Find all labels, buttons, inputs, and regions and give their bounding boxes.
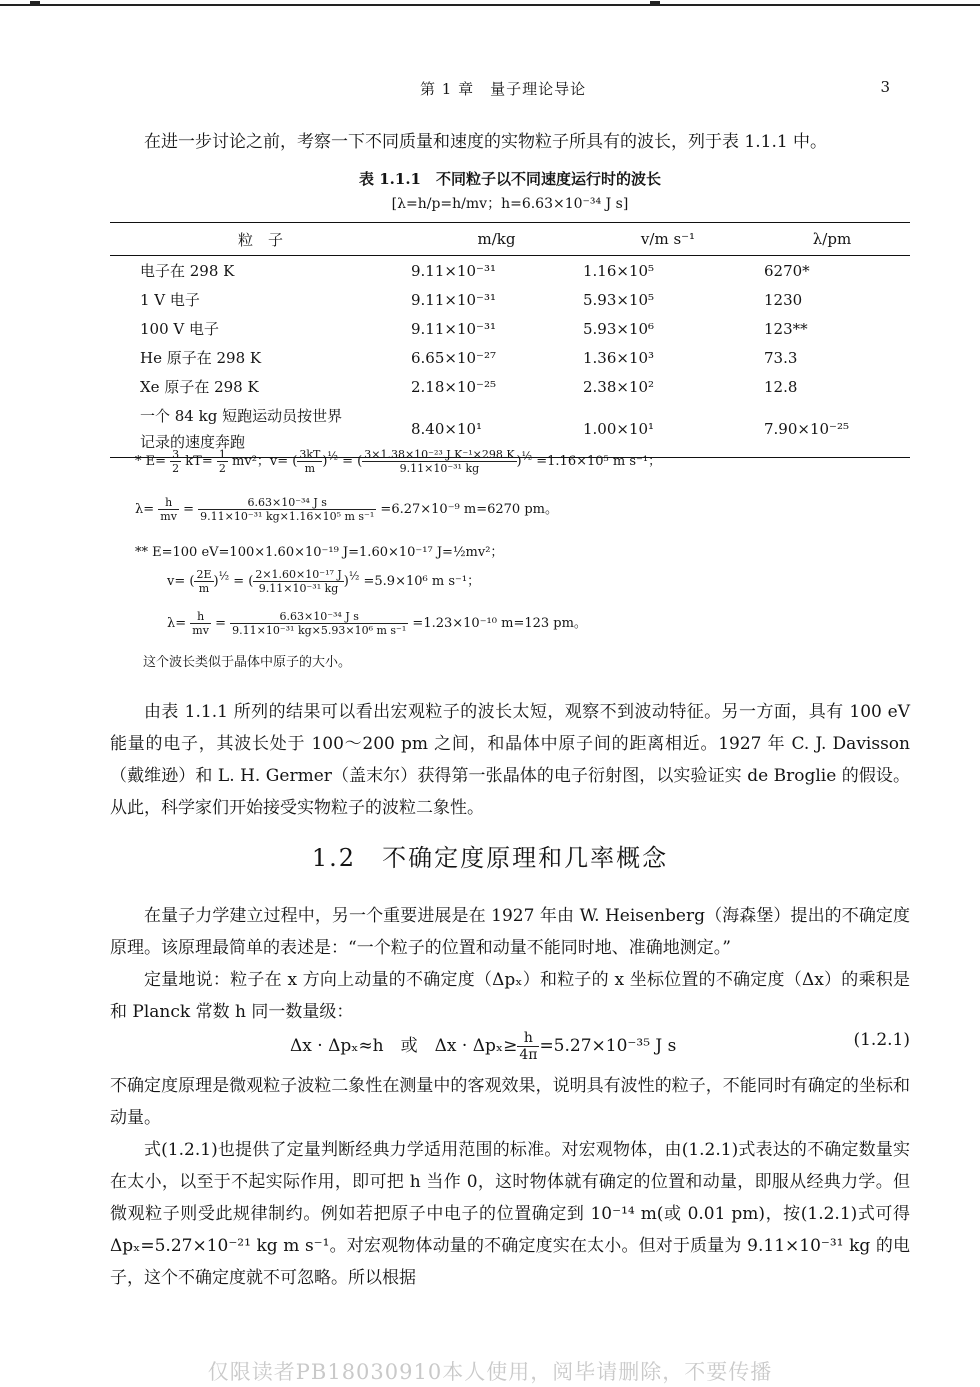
denominator: mv (192, 624, 209, 637)
fraction (253, 568, 343, 595)
cell-velocity: 5.93×10⁶ (583, 319, 655, 338)
cell-velocity: 1.36×10³ (583, 348, 655, 367)
fn-text: = (342, 454, 354, 469)
col-header: v/m s⁻¹ (582, 223, 754, 256)
col-header: m/kg (411, 223, 582, 256)
fn-text: kT= (185, 454, 213, 469)
chapter-title: 第 1 章 量子理论导论 (420, 80, 587, 98)
numerator: 3kT (299, 448, 321, 461)
fraction (194, 568, 213, 595)
numerator: 6.63×10⁻³⁴ J s (230, 610, 408, 624)
watermark: 仅限读者PB18030910本人使用，阅毕请删除，不要传播 (207, 1360, 773, 1384)
denominator: m (198, 582, 210, 595)
denominator: 9.11×10⁻³¹ kg (399, 462, 480, 475)
cell-velocity: 1.16×10⁵ (583, 261, 655, 280)
denominator: 2 (172, 462, 180, 475)
cell-particle-line1: 一个 84 kg 短跑运动员按世界 (140, 407, 343, 425)
fraction (198, 496, 376, 523)
cell-mass: 8.40×10¹ (411, 420, 483, 438)
paren: ( (248, 574, 254, 589)
paren: ( (189, 574, 195, 589)
fn-text: * E= (135, 454, 167, 469)
fraction (158, 496, 179, 523)
cell-velocity: 2.38×10² (583, 377, 655, 396)
cell-wavelength: 73.3 (764, 348, 798, 367)
fn-text: =1.16×10⁵ m s⁻¹； (536, 454, 662, 469)
cell-velocity: 5.93×10⁵ (583, 290, 655, 309)
numerator: h (517, 1030, 539, 1047)
fn-text: v= (167, 574, 186, 589)
equation-number: (1.2.1) (853, 1030, 910, 1050)
fraction (362, 448, 516, 475)
cell-particle: 电子在 298 K (140, 262, 235, 280)
numerator: h (158, 496, 179, 510)
table-row (110, 285, 910, 314)
cell-wavelength: 1230 (764, 290, 803, 309)
cell-mass: 2.18×10⁻²⁵ (411, 377, 496, 396)
denominator: 9.11×10⁻³¹ kg×5.93×10⁶ m s⁻¹ (232, 624, 407, 637)
fn-text: mv²；v= (232, 454, 289, 469)
intro-paragraph: 在进一步讨论之前，考察一下不同质量和速度的实物粒子所具有的波长，列于表 1.1.1 中。 (144, 132, 828, 152)
fn-text: = (215, 616, 226, 631)
table-header-row (110, 223, 910, 256)
fraction (297, 448, 322, 475)
paragraph-6: 式(1.2.1)也提供了定量判断经典力学适用范围的标准。对宏观物体，由(1.2.1)式表达的不确定数量实在太小，以至于不起实际作用，即可把 h 当作 0，这时物体就有确定的位置和动量，即服从经典力学。但微观粒子则受此规律制约。例如若把原子中电子的位置确定到 10⁻¹⁴ m(或 0.01 pm)，按(1.2.1)式可得 Δpₓ=5.27×10⁻²¹ kg m s⁻¹。对宏观物体动量的不确定度实在太小。但对于质量为 9.11×10⁻³¹ kg 的电子，这个不确定度就不可忽略。所以根据 (110, 1140, 910, 1288)
denominator: 9.11×10⁻³¹ kg (258, 582, 339, 595)
table-row (110, 343, 910, 372)
table-title: 表 1.1.1 不同粒子以不同速度运行时的波长 (359, 170, 661, 188)
cell-wavelength: 6270* (764, 261, 810, 280)
paren: ) (516, 454, 522, 469)
paragraph-4: 定量地说：粒子在 x 方向上动量的不确定度（Δpₓ）和粒子的 x 坐标位置的不确定度（Δx）的乘积是和 Planck 常数 h 同一数量级： (110, 970, 910, 1022)
paren: ) (322, 454, 328, 469)
fn-text: =1.23×10⁻¹⁰ m=123 pm。 (412, 616, 587, 631)
equation-lhs: Δx · Δpₓ≈h 或 Δx · Δpₓ≥ (290, 1036, 518, 1056)
fraction (170, 448, 181, 475)
numerator: 2E (196, 568, 212, 581)
footnote-line-5 (167, 610, 587, 637)
footnote-line-1 (135, 448, 661, 475)
denominator: 4π (519, 1047, 538, 1063)
cell-particle: 1 V 电子 (140, 291, 200, 309)
numerator: 6.63×10⁻³⁴ J s (198, 496, 376, 510)
denominator: m (304, 462, 316, 475)
fn-text: λ= (167, 616, 187, 631)
table-row (110, 314, 910, 343)
equation-rhs: =5.27×10⁻³⁵ J s (539, 1036, 677, 1056)
exponent: ½ (218, 569, 230, 583)
paragraph-5: 不确定度原理是微观粒子波粒二象性在测量中的客观效果，说明具有波性的粒子，不能同时有确定的坐标和动量。 (110, 1076, 910, 1128)
top-rule (0, 4, 980, 6)
exponent: ½ (521, 449, 533, 463)
footnote-line-3: ** E=100 eV=100×1.60×10⁻¹⁹ J=1.60×10⁻¹⁷ J=½mv²； (135, 545, 504, 560)
paren: ) (343, 574, 349, 589)
scan-mark (30, 1, 40, 6)
fn-text: =6.27×10⁻⁹ m=6270 pm。 (380, 502, 558, 517)
paren: ) (213, 574, 219, 589)
section-title: 1.2 不确定度原理和几率概念 (311, 844, 669, 872)
cell-mass: 6.65×10⁻²⁷ (411, 348, 496, 367)
fn-text: λ= (135, 502, 155, 517)
denominator: mv (160, 510, 177, 523)
table-caption (110, 166, 910, 216)
table-subcaption: [λ=h/p=h/mv；h=6.63×10⁻³⁴ J s] (391, 196, 629, 212)
numerator: 1 (218, 448, 226, 461)
cell-wavelength: 12.8 (764, 377, 798, 396)
exponent: ½ (327, 449, 338, 463)
fn-text: =5.9×10⁶ m s⁻¹； (363, 574, 481, 589)
cell-particle-line2: 记录的速度奔跑 (140, 433, 246, 451)
fn-text: = (233, 574, 245, 589)
fraction (517, 1030, 539, 1063)
numerator: h (190, 610, 211, 624)
fraction (217, 448, 228, 475)
page-number: 3 (880, 78, 890, 96)
col-header: 粒 子 (110, 223, 411, 256)
paren: ( (357, 454, 363, 469)
cell-mass: 9.11×10⁻³¹ (411, 319, 496, 338)
fraction (230, 610, 408, 637)
cell-wavelength: 7.90×10⁻²⁵ (764, 420, 849, 438)
table-row (110, 256, 910, 286)
cell-particle: 100 V 电子 (140, 320, 219, 338)
denominator: 2 (218, 462, 226, 475)
numerator: 3×1.38×10⁻²³ J K⁻¹×298 K (364, 448, 515, 461)
cell-particle: He 原子在 298 K (140, 349, 262, 367)
numerator: 2×1.60×10⁻¹⁷ J (255, 568, 342, 581)
cell-mass: 9.11×10⁻³¹ (411, 290, 496, 309)
col-header: λ/pm (754, 223, 910, 256)
paragraph-3: 在量子力学建立过程中，另一个重要进展是在 1927 年由 W. Heisenberg（海森堡）提出的不确定度原理。该原理最简单的表述是：“一个粒子的位置和动量不能同时地、准确地测定。” (110, 906, 910, 958)
equation-body (290, 1030, 676, 1063)
cell-mass: 9.11×10⁻³¹ (411, 261, 496, 280)
numerator: 3 (172, 448, 180, 461)
exponent: ½ (348, 569, 360, 583)
fn-text: = (183, 502, 194, 517)
paren: ( (292, 454, 298, 469)
table-row (110, 372, 910, 401)
denominator: 9.11×10⁻³¹ kg×1.16×10⁵ m s⁻¹ (200, 510, 375, 523)
cell-wavelength: 123** (764, 319, 808, 338)
footnote-line-2 (135, 496, 558, 523)
scan-mark (650, 1, 660, 6)
footnote-line-6: 这个波长类似于晶体中原子的大小。 (143, 655, 352, 670)
cell-velocity: 1.00×10¹ (583, 420, 655, 438)
cell-particle: Xe 原子在 298 K (140, 378, 259, 396)
fraction (190, 610, 211, 637)
footnote-line-4 (167, 568, 480, 595)
wavelength-table (110, 222, 910, 458)
paragraph-2: 由表 1.1.1 所列的结果可以看出宏观粒子的波长太短，观察不到波动特征。另一方面，具有 100 eV 能量的电子，其波长处于 100～200 pm 之间，和晶体中原子间的距离相近。1927 年 C. J. Davisson（戴维逊）和 L. H. Germer（盖末尔）获得第一张晶体的电子衍射图，以实验证实 de Broglie 的假设。从此，科学家们开始接受实物粒子的波粒二象性。 (110, 702, 910, 818)
